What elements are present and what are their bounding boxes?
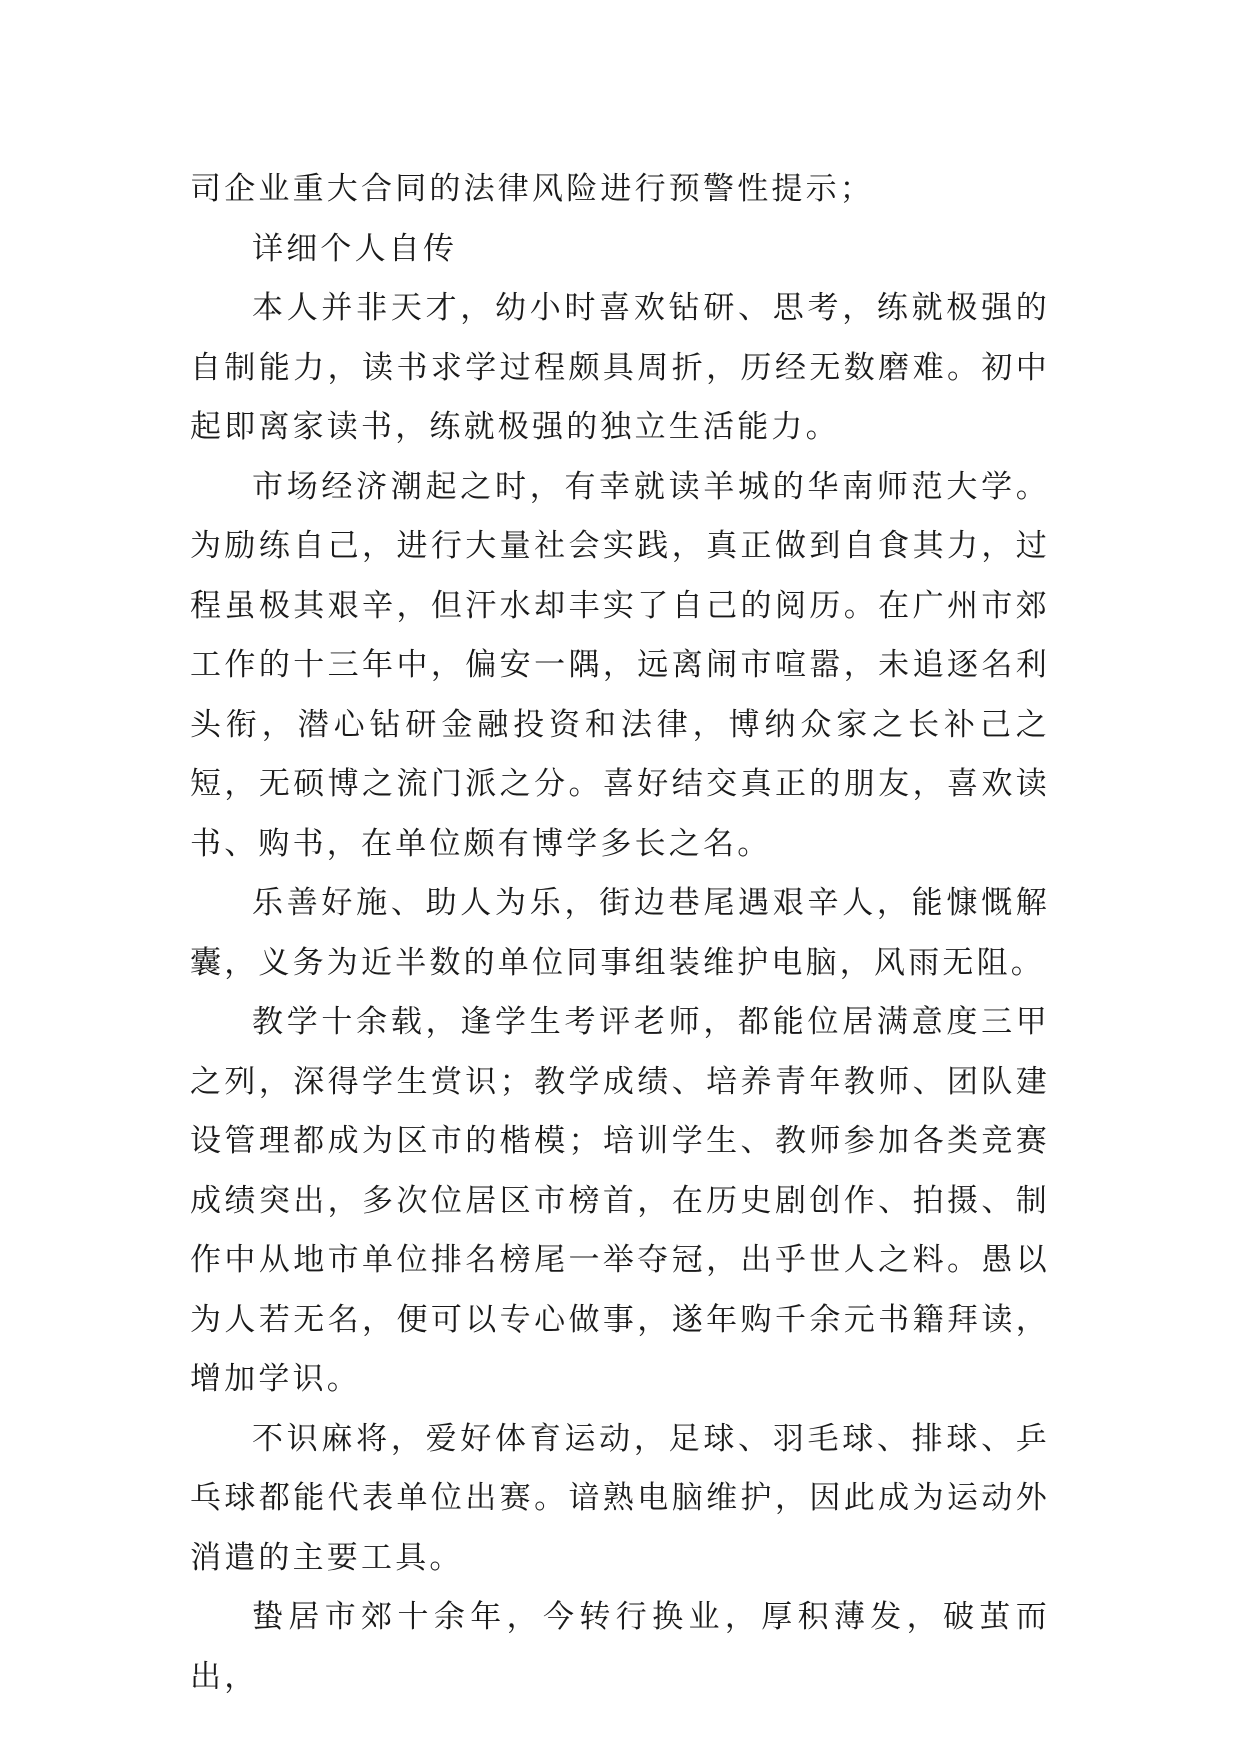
paragraph-hobbies: 不识麻将，爱好体育运动，足球、羽毛球、排球、乒乓球都能代表单位出赛。谙熟电脑维护，因此成为运动外消遣的主要工具。: [190, 1420, 1050, 1576]
paragraph-childhood: 本人并非天才，幼小时喜欢钻研、思考，练就极强的自制能力，读书求学过程颇具周折，历经无数磨难。初中起即离家读书，练就极强的独立生活能力。: [190, 290, 1050, 445]
section-heading: 详细个人自传: [252, 230, 458, 267]
paragraph-career-change: 蛰居市郊十余年，今转行换业，厚积薄发，破茧而出，: [190, 1599, 1050, 1695]
paragraph-university-career: 市场经济潮起之时，有幸就读羊城的华南师范大学。为励练自己，进行大量社会实践，真正做到自食其力，过程虽极其艰辛，但汗水却丰实了自己的阅历。在广州市郊工作的十三年中，偏安一隅，远离闹市喧嚣，未追逐名利头衔，潜心钻研金融投资和法律，博纳众家之长补己之短，无硕博之流门派之分。喜好结交真正的朋友，喜欢读书、购书，在单位颇有博学多长之名。: [190, 468, 1050, 862]
paragraph-charity: 乐善好施、助人为乐，街边巷尾遇艰辛人，能慷慨解囊，义务为近半数的单位同事组装维护电脑，风雨无阻。: [190, 885, 1050, 981]
paragraph-continuation: 司企业重大合同的法律风险进行预警性提示；: [190, 171, 874, 207]
document-body: [190, 160, 1050, 1707]
paragraph-teaching: 教学十余载，逢学生考评老师，都能位居满意度三甲之列，深得学生赏识；教学成绩、培养青年教师、团队建设管理都成为区市的楷模；培训学生、教师参加各类竞赛成绩突出，多次位居区市榜首，在历史剧创作、拍摄、制作中从地市单位排名榜尾一举夺冠，出乎世人之料。愚以为人若无名，便可以专心做事，遂年购千余元书籍拜读，增加学识。: [190, 1004, 1050, 1397]
